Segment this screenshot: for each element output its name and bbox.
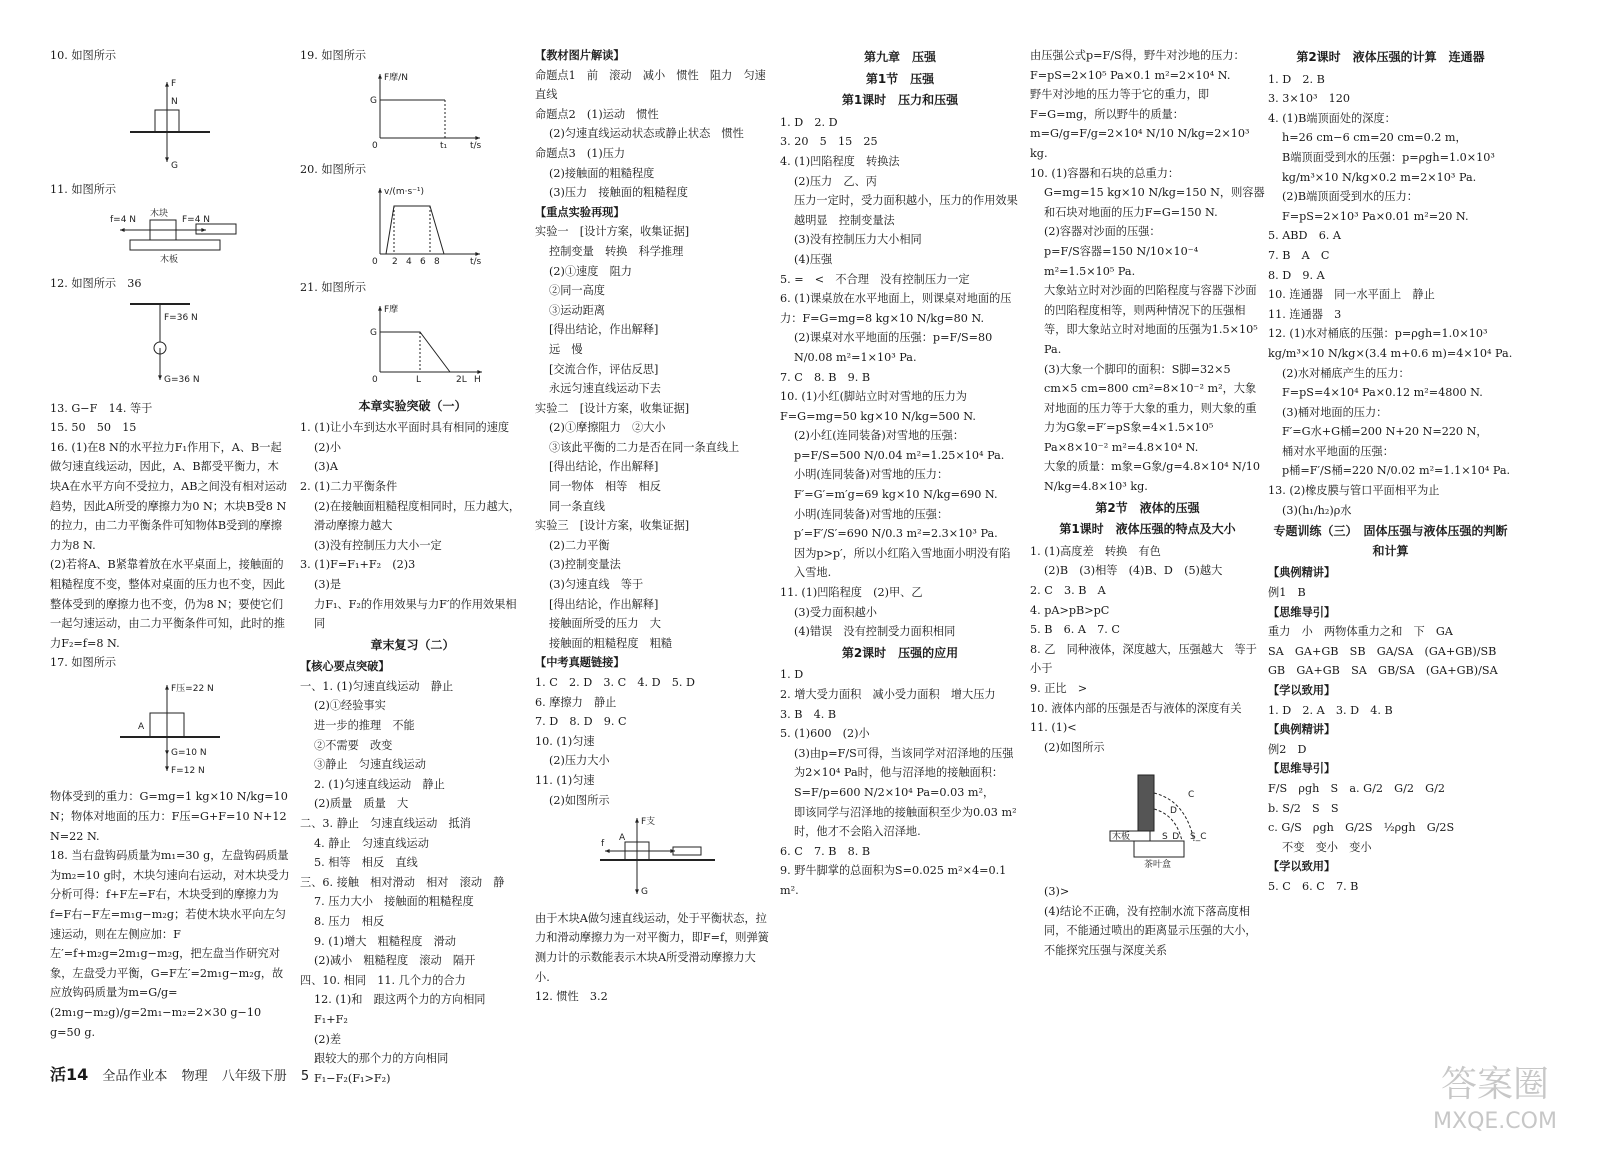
answer-line: (4)错误 没有控制受力面积相同 [794,625,956,639]
answer-line: 三、6. 接触 相对滑动 相对 滚动 静 [300,875,505,889]
answer-line: 1. D 2. D [780,115,838,129]
figure-mark [378,188,382,193]
answer-line: 1. (1)高度差 转换 有色 [1030,544,1161,558]
answer-line: (3)> [1044,884,1070,898]
answer-line: 进一步的推理 不能 [314,719,415,733]
answer-line: F₁+F₂ [314,1012,348,1026]
force-label: F=36 N [164,312,198,323]
axis-label: t/s [470,140,482,151]
answer-line: (3)压力 接触面的粗糙程度 [549,186,688,200]
answer-line: 4. 静止 匀速直线运动 [314,836,429,850]
answer-line: 10. (1)小红(脚站立时对雪地的压力为F=G=mg=50 kg×10 N/kg=500 N. [780,390,976,423]
answer-line: 21. 如图所示 [300,281,367,295]
section-label: 【教材图片解读】 [535,49,625,62]
section-heading: 第1节 压强 [865,71,935,86]
section-label: 【核心要点突破】 [300,660,390,674]
force-label: F=12 N [171,765,205,776]
tick-label: 2 [392,256,398,267]
answer-line: (2)①速度 阻力 [549,264,632,278]
answer-column-3 [535,46,770,1096]
answer-line: (3)A [314,460,338,474]
answer-line: 远 慢 [549,342,583,356]
answer-line: 7. 压力大小 接触面的粗糙程度 [314,895,474,909]
answer-line: 6. C 7. B 8. B [780,844,871,858]
tick-label: 6 [420,256,426,267]
answer-line: (3)没有控制压力大小一定 [314,538,442,552]
axis-label: t₁ [440,140,448,151]
answer-line: 1. D 2. B [1268,72,1325,86]
answer-figure [110,677,290,784]
grade-label: 八年级下册 [221,1069,287,1084]
answer-line: 1. C 2. D 3. C 4. D 5. D [535,676,695,689]
answer-line: 二、3. 静止 匀速直线运动 抵消 [300,817,471,831]
axis-label: G [370,327,377,338]
answer-line: (2)容器对沙面的压强： [1044,225,1161,239]
answer-line: 4. pA>pB>pC [1030,603,1110,617]
answer-figure [360,184,525,275]
figure-mark [673,847,701,855]
answer-line: 四、10. 相同 11. 几个力的合力 [300,973,466,987]
answer-line: 5. (1)600 (2)小 [780,727,870,741]
watermark-logo [1420,1048,1570,1138]
answer-line: SA GA+GB SB GA/SA (GA+GB)/SB [1268,644,1497,658]
section-label: 【重点实验再现】 [535,205,625,219]
answer-line: (3)没有控制压力大小相同 [794,233,922,247]
figure-mark [165,157,169,162]
answer-line: 16. (1)在8 N的水平拉力F₁作用下，A、B一起做匀速直线运动，因此，A、B都受平衡力，木块A在水平方向不受拉力，AB之间没有相对运动趋势，因此A所受的摩擦力为0 N；木块B受8 N的拉力，由二力平衡条件可知物体B受到的摩擦力为8 N. [50,440,287,552]
answer-line: (2)B端顶面受到水的压力： [1282,190,1418,204]
answer-column-4 [780,46,1020,1096]
answer-line: 20. 如图所示 [300,163,367,177]
answer-line: 10. 液体内部的压强是否与液体的深度有关 [1030,701,1242,715]
answer-figure [360,70,525,157]
answer-line: (2)若将A、B紧靠着放在水平桌面上，接触面的粗糙程度不变，整体对桌面的压力也不变，因此整体受到的摩擦力也不变，仍为8 N；要使它们一起匀速运动，由二力平衡条件可知，此时的推力F₂=f=8 N. [50,558,285,650]
answer-figure [595,814,770,905]
section-label: 【中考真题链接】 [535,656,625,670]
answer-line: 小明(连同装备)对雪地的压强：p′=F′/S′=690 N/0.3 m²=2.3×10³ Pa. [794,507,998,541]
tick-label: 4 [406,256,412,267]
answer-line: h=26 cm−6 cm=20 cm=0.2 m， [1282,131,1467,145]
axis-label: t/s [470,256,482,267]
answer-line: 10. 如图所示 [50,49,117,62]
figure-mark [1134,841,1184,857]
force-label: F支 [641,817,656,828]
answer-line: 跟较大的那个力的方向相同 [314,1052,449,1066]
axis-label: G [370,95,377,106]
answer-line: (2)压力 乙、丙 [794,174,877,188]
answer-line: 4. (1)凹陷程度 转换法 [780,154,900,168]
answer-line: 重力 小 两物体重力之和 下 GA [1268,625,1453,639]
point-label: D [1170,806,1177,817]
answer-line: (2)如图所示 [1044,740,1105,754]
section-label: 【学以致用】 [1268,860,1336,874]
answer-line: 1. D [780,668,804,682]
answer-line: 15. 50 50 15 [50,421,137,435]
section-heading: 第1课时 液体压强的特点及大小 [1059,522,1236,537]
figure-mark [475,136,480,140]
answer-line: (2)接触面的粗糙程度 [549,166,655,180]
block-label: 木块 [150,208,169,219]
box-label: 茶叶盒 [1144,860,1172,871]
answer-line: 压力一定时，受力面积越小，压力的作用效果越明显 控制变量法 [794,194,1018,227]
force-label: G=36 N [164,374,200,385]
answer-line: 同一物体 相等 相反 [549,480,661,494]
answer-line: p=F/S容器=150 N/10×10⁻⁴ m²=1.5×10⁵ Pa. [1044,244,1202,278]
axis-label: 0 [372,256,378,267]
answer-line: 物体受到的重力：G=mg=1 kg×10 N/kg=10 N；物体对地面的压力：F压=G+F=10 N+12 N=22 N. [50,790,292,843]
answer-line: 12. (1)和 跟这两个力的方向相同 [314,993,486,1007]
answer-line: 由压强公式p=F/S得，野牛对沙地的压力： [1030,49,1245,62]
answer-line: (3)受力面积越小 [794,605,877,619]
figure-mark [380,332,450,372]
answer-line: (2)①经验事实 [314,699,386,713]
answer-figure [1090,761,1265,878]
answer-line: 6. (1)课桌放在水平地面上，则课桌对地面的压力：F=G=mg=8 kg×10 N/kg=80 N. [780,292,1012,325]
answer-line: 19. 如图所示 [300,49,367,62]
section-heading: 章末复习（二） [370,637,455,652]
answer-line: 11. 如图所示 [50,183,117,197]
answer-line: 实验一 [设计方案，收集证据] [535,225,690,239]
answer-line: 3. (1)F=F₁+F₂ (2)3 [300,558,416,572]
answer-line: 命题点2 (1)运动 惯性 [535,107,659,121]
answer-line: 桶对水平地面的压强： [1282,444,1394,458]
answer-line: 接触面所受的压力 大 [549,617,661,631]
answer-line: (3)桶对地面的压力： [1282,405,1388,419]
force-label: F压=22 N [171,683,214,694]
tick-label: 8 [434,256,440,267]
answer-column-6 [1268,46,1513,1096]
answer-line: 11. (1)匀速 [535,773,595,787]
answer-line: ②不需要 改变 [314,738,393,752]
answer-figure [110,298,290,395]
answer-line: 同一条直线 [549,499,605,513]
figure-mark [605,849,610,853]
answer-line: 永远匀速直线运动下去 [549,382,661,396]
answer-line: F₁−F₂(F₁>F₂) [314,1071,391,1085]
section-heading: 第1课时 压力和压强 [841,93,959,108]
answer-line: 3. 20 5 15 25 [780,135,878,149]
figure-mark [165,82,169,87]
answer-line: (2)压力大小 [549,754,610,768]
answer-line: 例2 D [1268,742,1307,756]
answer-line: 实验三 [设计方案，收集证据] [535,519,690,533]
answer-line: (3)大象一个脚印的面积：S脚=32×5 cm×5 cm=800 cm²=8×10⁻² m²，大象对地面的压力等于大象的重力，则大象的重力为G象=F′=pS象=4×1.5×10⁵ Pa×8×10⁻² m²=4.8×10⁴ N. [1044,362,1257,454]
answer-line: 野牛对沙地的压力等于它的重力，即F=G=mg，所以野牛的质量：m=G/g=F/g=2×10⁴ N/10 N/kg=2×10³ kg. [1030,88,1254,160]
answer-figure [360,302,525,393]
answer-line: 12. 如图所示 36 [50,277,142,291]
answer-line: (2)B (3)相等 (4)B、D (5)越大 [1044,564,1223,578]
answer-line: 17. 如图所示 [50,656,117,670]
figure-mark [635,818,639,823]
answer-line: 9. (1)增大 粗糙程度 滑动 [314,934,456,948]
answer-line: 10. (1)容器和石块的总重力： [1030,166,1180,180]
figure-mark [120,228,125,232]
figure-mark [201,228,206,232]
answer-line: 13. G−F 14. 等于 [50,401,153,415]
answer-line: 11. (1)凹陷程度 (2)甲、乙 [780,586,923,600]
answer-line: 4. (1)B端顶面处的深度： [1268,111,1396,125]
figure-mark [165,766,169,771]
answer-line: (3)控制变量法 [549,558,621,572]
section-heading: 第2节 液体的压强 [1095,500,1200,515]
answer-line: 5. 相等 相反 直线 [314,856,418,870]
answer-line: (3)是 [314,577,342,591]
force-label: G=10 N [171,747,207,758]
answer-line: 2. C 3. B A [1030,584,1106,598]
answer-line: 2. 增大受力面积 减小受力面积 增大压力 [780,688,996,701]
answer-line: 1. D 2. A 3. D 4. B [1268,703,1393,717]
answer-line: ③该此平衡的二力是否在同一条直线上 [549,440,740,454]
axis-label: 0 [372,140,378,151]
answer-line: (2)小 [314,440,342,454]
answer-line: 命题点1 前 滚动 减小 惯性 阻力 匀速直线 [535,68,766,102]
axis-label: F摩 [384,304,399,315]
answer-line: 2. (1)匀速直线运动 静止 [314,777,445,791]
answer-line: 10. 连通器 同一水平面上 静止 [1268,288,1435,302]
answer-line: F=pS=2×10³ Pa×0.01 m²=20 N. [1282,209,1469,223]
answer-line: 5. ABD 6. A [1268,229,1341,243]
answer-figure [110,70,290,177]
answer-line: (2)水对桶底产生的压力： [1282,366,1410,380]
force-label: F [171,78,177,89]
answer-line: 9. 野牛脚掌的总面积为S=0.025 m²×4=0.1 m². [780,864,1010,897]
section-label: 【典例精讲】 [1268,566,1336,580]
answer-line: F=pS=4×10⁴ Pa×0.12 m²=4800 N. [1282,386,1483,400]
answer-line: 不变 变小 变小 [1282,840,1372,854]
axis-label: F摩/N [384,72,408,83]
watermark-url: MXQE.COM [1433,1109,1557,1134]
answer-line: 大象站立时对沙面的凹陷程度与容器下沙面的凹陷程度相等，则两种情况下的压强相等，即大象站立时对地面的压强为1.5×10⁵ Pa. [1044,284,1262,356]
answer-line: 7. B A C [1268,248,1330,262]
answer-line: G=mg=15 kg×10 N/kg=150 N，则容器和石块对地面的压力F=G=150 N. [1044,186,1265,219]
figure-mark [386,206,444,254]
answer-line: 一、1. (1)匀速直线运动 静止 [300,679,454,693]
answer-line: [交流合作，评估反思] [549,362,659,376]
tick-label: L [416,374,422,385]
point-label: C [1188,790,1195,801]
answer-line: (2)课桌对水平地面的压强：p=F/S=80 N/0.08 m²=1×10³ Pa. [794,331,996,364]
force-label: f=4 N [110,214,137,225]
force-label: G [171,160,178,171]
answer-line: 8. 压力 相反 [314,915,385,928]
answer-line: (4)压强 [794,252,833,266]
axis-label: v/(m·s⁻¹) [384,186,425,197]
answer-line: 3. 3×10³ 120 [1268,92,1350,106]
answer-line: (3)由p=F/S可得，当该同学对沼泽地的压强为2×10⁴ Pa时，他与沼泽地的接触面积： [794,746,1014,780]
answer-line: GB GA+GB SA GB/SA (GA+GB)/SA [1268,664,1498,678]
force-label: N [171,96,178,107]
answer-line: 9. 正比 > [1030,682,1088,695]
figure-mark [165,685,169,690]
answer-line: (3)匀速直线 等于 [549,578,644,592]
figure-mark [378,306,382,311]
answer-line: 接触面的粗糙程度 粗糙 [549,636,673,650]
answer-line: 1. (1)让小车到达水平面时具有相同的速度 [300,421,510,435]
issue-number: 5 [300,1069,310,1084]
answer-line: ③静止 匀速直线运动 [314,758,426,772]
answer-line: 命题点3 (1)压力 [535,146,626,160]
answer-line: b. S/2 S S [1268,801,1339,815]
figure-mark [475,252,480,256]
answer-line: (2)小红(连同装备)对雪地的压强：p=F/S=500 N/0.04 m²=1.25×10⁴ Pa. [794,429,1005,462]
answer-line: 7. C 8. B 9. B [780,370,871,384]
axis-label: 0 [372,374,378,385]
watermark-text: 答案圈 [1440,1064,1550,1105]
answer-line: F′=G水+G桶=200 N+20 N=220 N， [1282,425,1488,439]
answer-line: 实验二 [设计方案，收集证据] [535,401,690,415]
figure-mark [477,370,482,374]
answer-line: [得出结论，作出解释] [549,323,659,337]
answer-line: 8. 乙 同种液体，深度越大，压强越大 等于 小于 [1030,642,1268,676]
force-label: G [641,887,648,898]
figure-mark [130,240,220,250]
figure-mark [635,890,639,895]
answer-line: (3)(h₁/h₂)ρ水 [1282,503,1352,517]
answer-line: 即该同学与沼泽地的接触面积至少为0.03 m²时，他才不会陷入沼泽地. [794,805,1017,839]
answer-line: 12. (1)水对桶底的压强：p=ρgh=1.0×10³ kg/m³×10 N/kg×(3.4 m+0.6 m)=4×10⁴ Pa. [1268,327,1513,360]
answer-line: (2)差 [314,1032,342,1046]
answer-line: (2)匀速直线运动状态或静止状态 惯性 [549,127,744,141]
answer-line: [得出结论，作出解释] [549,460,659,474]
answer-line: 3. B 4. B [780,707,837,721]
answer-line: F/S ρgh S a. G/2 G/2 G/2 [1268,781,1445,795]
board-label: 木板 [1112,832,1131,843]
answer-line: 10. (1)匀速 [535,734,595,748]
answer-line: 控制变量 转换 科学推理 [549,244,684,258]
answer-line: 7. D 8. D 9. C [535,715,627,729]
figure-mark [378,74,382,79]
answer-line: (2)二力平衡 [549,538,610,552]
answer-line: 18. 当右盘钩码质量为m₁=30 g，左盘钩码质量为m₂=10 g时，木块匀速向右运动，对木块受力分析可得：f+F左=F右，木块受到的摩擦力为f=F右−F左=m₁g−m₂g；若使木块水平向左匀速运动，则在左侧应加：F左′=f+m₂g=2m₁g−m₂g，把左盘当作研究对象，左盘受力平衡，G=F左′=2m₁g−m₂g，故应放钩码质量为m=G/g=(2m₁g−m₂g)/g=2m₁−m₂=2×30 g−10 g=50 g. [50,849,290,1039]
tick-label: H [474,374,481,385]
section-label: 【典例精讲】 [1268,723,1336,737]
answer-line: c. G/S ρgh G/2S ½ρgh G/2S [1268,821,1455,835]
answer-line: ③运动距离 [549,303,605,317]
answer-line: 因为p>p′，所以小红陷入雪地面小明没有陷入雪地. [794,546,1011,580]
answer-line: 6. 摩擦力 静止 [535,695,617,709]
answer-column-2 [300,46,525,1096]
answer-line: p桶=F′/S桶=220 N/0.02 m²=1.1×10⁴ Pa. [1282,464,1511,478]
answer-line: 13. (2)橡皮膜与管口平面相平为止 [1268,484,1440,498]
answer-line: 5. B 6. A 7. C [1030,623,1120,637]
answer-line: 2. (1)二力平衡条件 [300,479,398,493]
point-label: S_C [1190,832,1207,843]
section-heading: 第2课时 压强的应用 [841,645,959,660]
answer-line: 5. C 6. C 7. B [1268,879,1359,893]
point-label: S_D [1162,832,1180,843]
figure-mark [158,375,162,380]
figure-mark [1138,775,1154,831]
block-label: A [619,833,626,844]
answer-line: (2)减小 粗糙程度 滚动 隔开 [314,954,476,968]
book-title: 全品作业本 [102,1069,168,1084]
answer-line: (2)如图所示 [549,793,610,807]
answer-line: 5. = < 不合理 没有控制压力一定 [780,272,970,286]
answer-line: 例1 B [1268,586,1306,600]
answer-line: 大象的质量：m象=G象/g=4.8×10⁴ N/10 N/kg=4.8×10³ kg. [1044,460,1264,494]
answer-line: 小明(连同装备)对雪地的压力：F′=G′=m′g=69 kg×10 N/kg=690 N. [794,468,998,502]
answer-line: [得出结论，作出解释] [549,597,659,611]
answer-column-5 [1030,46,1268,1096]
section-heading: 专题训练（三） 固体压强与液体压强的判断和计算 [1273,524,1508,558]
section-heading: 第2课时 液体压强的计算 连通器 [1296,50,1485,64]
answer-line: 8. D 9. A [1268,268,1325,282]
answer-figure [110,204,290,271]
block-label: A [138,721,145,732]
board-label: 木板 [160,254,179,265]
answer-line: F=pS=2×10⁵ Pa×0.1 m²=2×10⁴ N. [1030,68,1231,82]
answer-line: 11. (1)< [1030,721,1077,735]
force-label: f [601,839,605,850]
answer-line: (2)质量 质量 大 [314,797,409,811]
force-label: F=4 N [182,214,211,225]
page-number: 活14 [50,1065,89,1084]
answer-line: B端顶面受到水的压强：p=ρgh=1.0×10³ kg/m³×10 N/kg×0.2 m=2×10³ Pa. [1282,150,1499,184]
answer-line: S=F/p=600 N/2×10⁴ Pa=0.03 m²， [794,785,995,799]
section-label: 【思维导引】 [1268,605,1336,619]
section-heading: 本章实验突破（一） [358,398,467,413]
answer-line: 11. 连通器 3 [1268,307,1342,321]
tick-label: 2L [456,374,467,385]
answer-column-1 [50,46,290,1096]
answer-line: (2)①摩擦阻力 ②大小 [549,421,666,435]
section-label: 【思维导引】 [1268,762,1336,776]
answer-line: 由于木块A做匀速直线运动，处于平衡状态，拉力和滑动摩擦力为一对平衡力，即F=f，则弹簧测力计的示数能表示木块A所受滑动摩擦力大小. [535,911,769,984]
answer-line: (2)在接触面粗糙程度相同时，压力越大，滑动摩擦力越大 [314,499,521,533]
answer-line: 12. 惯性 3.2 [535,990,608,1004]
page-footer [50,1062,319,1085]
answer-line: ②同一高度 [549,284,605,298]
section-heading: 第九章 压强 [863,50,936,64]
section-label: 【学以致用】 [1268,684,1336,697]
subject-label: 物理 [181,1069,208,1084]
answer-line: 力F₁、F₂的作用效果与力F′的作用效果相同 [314,597,517,631]
answer-line: (4)结论不正确，没有控制水流下落高度相同，不能通过喷出的距离显示压强的大小，不能探究压强与深度关系 [1044,904,1257,957]
